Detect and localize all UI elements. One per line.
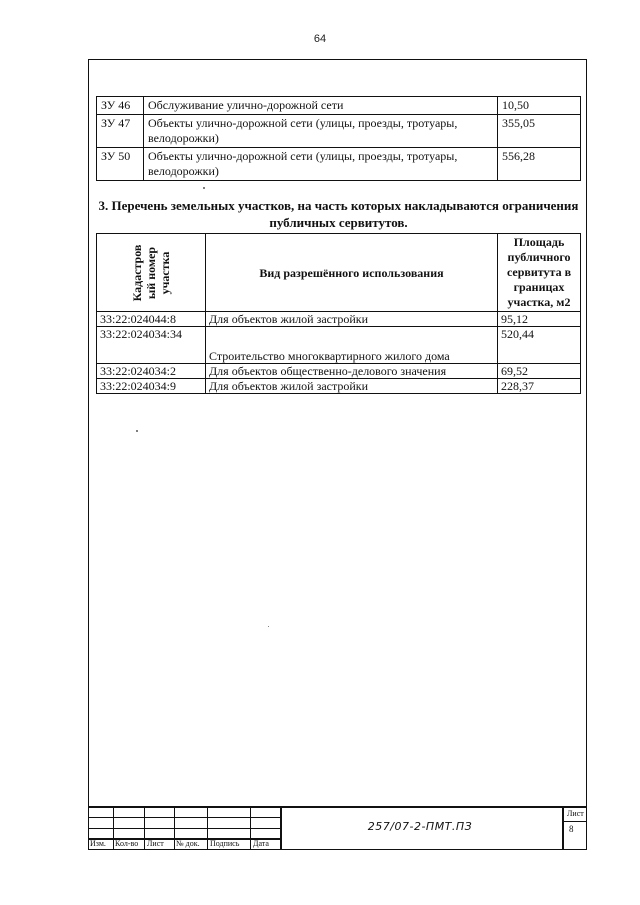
sheet-label: Лист <box>567 809 584 818</box>
scan-speck <box>268 626 269 627</box>
servitude-area: 69,52 <box>498 364 581 379</box>
label-sheet: Лист <box>147 839 164 848</box>
document-code: 257/07-2-ПМТ.ПЗ <box>367 820 473 833</box>
header-use: Вид разрешённого использования <box>206 234 498 312</box>
scan-speck <box>203 187 205 189</box>
table-row <box>97 364 581 379</box>
plot-use: Объекты улично-дорожной сети (улицы, проезды, тротуары, велодорожки) <box>144 148 498 181</box>
label-quantity: Кол-во <box>115 839 139 848</box>
label-doc-number: № док. <box>176 839 200 848</box>
scan-speck <box>136 430 138 432</box>
table-row <box>97 327 581 364</box>
cadastral-number: 33:22:024034:9 <box>97 379 206 394</box>
cadastral-number: 33:22:024044:8 <box>97 312 206 327</box>
section-title: 3. Перечень земельных участков, на часть которых накладываются ограничения публичных сервитутов. <box>98 198 579 230</box>
permitted-use: Для объектов общественно-делового значения <box>206 364 498 379</box>
plot-use: Объекты улично-дорожной сети (улицы, проезды, тротуары, велодорожки) <box>144 115 498 148</box>
page-number: 64 <box>313 33 327 45</box>
plot-value: 556,28 <box>498 148 581 181</box>
table-row <box>97 97 581 115</box>
plot-code: ЗУ 46 <box>97 97 144 115</box>
plot-use: Обслуживание улично-дорожной сети <box>144 97 498 115</box>
plot-value: 355,05 <box>498 115 581 148</box>
label-date: Дата <box>253 839 269 848</box>
permitted-use: Для объектов жилой застройки <box>206 312 498 327</box>
plot-code: ЗУ 47 <box>97 115 144 148</box>
servitude-area: 95,12 <box>498 312 581 327</box>
servitude-area: 520,44 <box>498 327 581 364</box>
header-area: Площадь публичного сервитута в границах участка, м2 <box>498 234 581 312</box>
servitude-area: 228,37 <box>498 379 581 394</box>
plot-code: ЗУ 50 <box>97 148 144 181</box>
permitted-use: Для объектов жилой застройки <box>206 379 498 394</box>
label-change: Изм. <box>90 839 106 848</box>
table-row <box>97 115 581 148</box>
plot-value: 10,50 <box>498 97 581 115</box>
servitude-table <box>96 233 581 394</box>
header-cadastral-label: Кадастров ый номер участка <box>130 244 172 301</box>
table-row <box>97 379 581 394</box>
table-row <box>97 148 581 181</box>
land-plots-table <box>96 96 581 181</box>
permitted-use: Строительство многоквартирного жилого дома <box>206 327 498 364</box>
cadastral-number: 33:22:024034:2 <box>97 364 206 379</box>
table-header-row <box>97 234 581 312</box>
header-cadastral <box>97 234 206 312</box>
table-row <box>97 312 581 327</box>
sheet-number: 8 <box>569 824 574 834</box>
cadastral-number: 33:22:024034:34 <box>97 327 206 364</box>
label-signature: Подпись <box>210 839 240 848</box>
